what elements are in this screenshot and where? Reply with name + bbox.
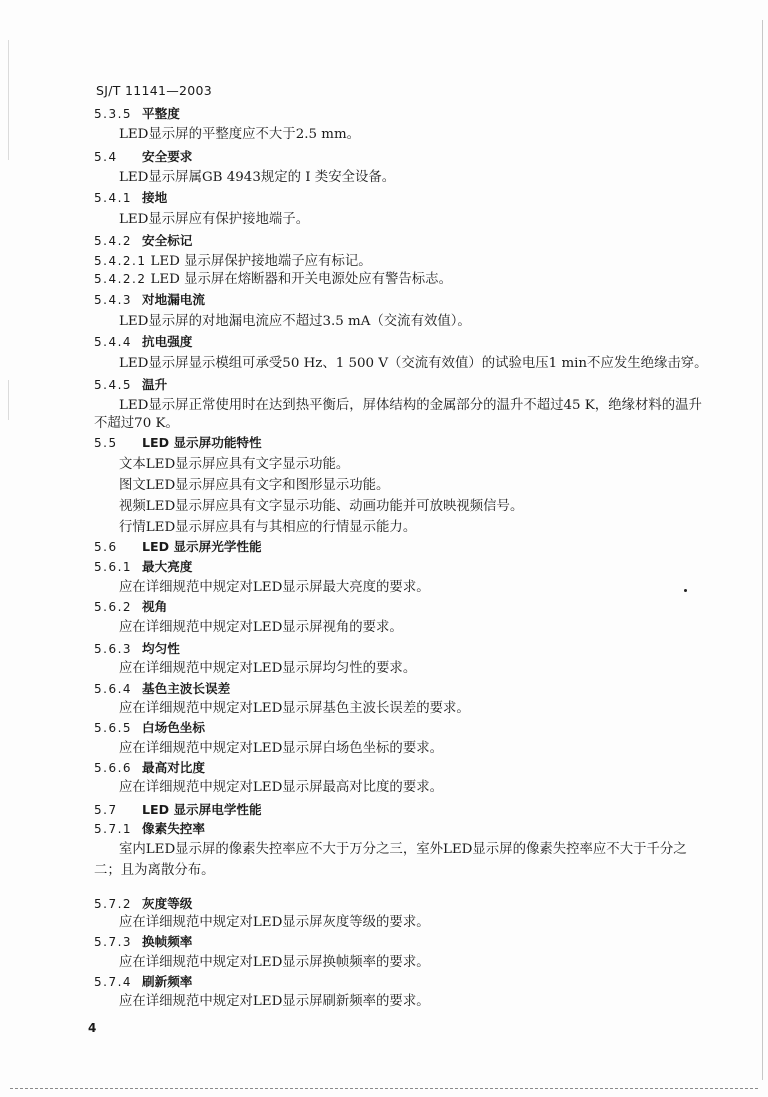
section-title: 灰度等级 <box>142 896 193 911</box>
paragraph-text: 应在详细规范中规定对LED显示屏基色主波长误差的要求。 <box>119 701 470 716</box>
section-heading <box>94 291 205 310</box>
section-number: 5.7.1 <box>94 822 133 836</box>
section-title: 安全标记 <box>142 233 193 248</box>
section-title: 视角 <box>142 599 168 614</box>
paragraph-text: 应在详细规范中规定对LED显示屏灰度等级的要求。 <box>119 915 430 930</box>
section-heading <box>94 801 262 820</box>
section-heading <box>94 189 167 208</box>
section-heading <box>94 820 205 839</box>
section-title: LED 显示屏功能特性 <box>142 435 262 450</box>
section-heading <box>94 558 192 577</box>
paragraph-text: LED显示屏正常使用时在达到热平衡后，屏体结构的金属部分的温升不超过45 K，绝缘材料的温升 <box>119 398 702 413</box>
paragraph-text: 室内LED显示屏的像素失控率应不大于万分之三，室外LED显示屏的像素失控率应不大于千分之 <box>119 842 687 857</box>
section-number: 5.7.2 <box>94 897 133 911</box>
section-heading <box>94 434 262 453</box>
section-number: 5.6.5 <box>94 721 133 735</box>
paragraph-text: LED显示屏显示模组可承受50 Hz、1 500 V（交流有效值）的试验电压1 min不应发生绝缘击穿。 <box>119 356 708 371</box>
section-title: 安全要求 <box>142 149 193 164</box>
paragraph-continuation: 二；且为离散分布。 <box>94 863 215 878</box>
section-title: 接地 <box>142 190 168 205</box>
paragraph-text: 视频LED显示屏应具有文字显示功能、动画功能并可放映视频信号。 <box>119 499 524 514</box>
clause-text: LED 显示屏保护接地端子应有标记。 <box>150 254 372 269</box>
section-heading <box>94 895 192 914</box>
paragraph-text: 应在详细规范中规定对LED显示屏视角的要求。 <box>119 620 403 635</box>
paragraph-text: LED显示屏属GB 4943规定的 I 类安全设备。 <box>119 170 396 185</box>
section-number: 5.4.5 <box>94 378 133 392</box>
paragraph-text: LED显示屏的平整度应不大于2.5 mm。 <box>119 127 361 142</box>
section-number: 5.6.6 <box>94 761 133 775</box>
scan-edge-right <box>762 20 763 1080</box>
paragraph-text: 文本LED显示屏应具有文字显示功能。 <box>119 457 350 472</box>
section-heading <box>94 376 167 395</box>
clause-line <box>94 252 372 271</box>
paragraph-text: 图文LED显示屏应具有文字和图形显示功能。 <box>119 478 390 493</box>
section-heading <box>94 680 230 699</box>
section-title: 最高对比度 <box>142 760 205 775</box>
section-heading <box>94 973 192 992</box>
section-number: 5.3.5 <box>94 107 133 121</box>
section-title: 温升 <box>142 377 168 392</box>
clause-line <box>94 270 452 289</box>
section-number: 5.4.3 <box>94 293 133 307</box>
paragraph-text: LED显示屏的对地漏电流应不超过3.5 mA（交流有效值）。 <box>119 314 471 329</box>
section-title: 均匀性 <box>142 641 180 656</box>
section-title: 对地漏电流 <box>142 292 205 307</box>
scan-edge-left <box>8 380 9 420</box>
section-title: LED 显示屏电学性能 <box>142 802 262 817</box>
section-number: 5.7 <box>94 803 118 817</box>
section-heading <box>94 598 167 617</box>
section-title: 抗电强度 <box>142 334 193 349</box>
section-heading <box>94 933 192 952</box>
section-number: 5.4.1 <box>94 191 133 205</box>
paragraph-text: LED显示屏应有保护接地端子。 <box>119 212 310 227</box>
paragraph-text: 应在详细规范中规定对LED显示屏换帧频率的要求。 <box>119 955 430 970</box>
section-heading <box>94 719 205 738</box>
section-heading <box>94 105 180 124</box>
clause-text: LED 显示屏在熔断器和开关电源处应有警告标志。 <box>150 272 452 287</box>
section-heading <box>94 148 192 167</box>
section-number: 5.6.4 <box>94 682 133 696</box>
section-title: LED 显示屏光学性能 <box>142 539 262 554</box>
paragraph-text: 应在详细规范中规定对LED显示屏最大亮度的要求。 <box>119 580 430 595</box>
document-header: SJ/T 11141—2003 <box>96 83 213 98</box>
section-heading <box>94 538 262 557</box>
section-title: 最大亮度 <box>142 559 193 574</box>
section-number: 5.6.3 <box>94 642 133 656</box>
paragraph-text: 应在详细规范中规定对LED显示屏白场色坐标的要求。 <box>119 741 443 756</box>
section-number: 5.7.3 <box>94 935 133 949</box>
section-title: 刷新频率 <box>142 974 193 989</box>
section-number: 5.6.2 <box>94 600 133 614</box>
section-heading <box>94 640 180 659</box>
section-heading <box>94 759 205 778</box>
clause-number: 5.4.2.2 <box>94 272 147 286</box>
section-heading <box>94 232 192 251</box>
paragraph-text: 应在详细规范中规定对LED显示屏最高对比度的要求。 <box>119 780 443 795</box>
scan-edge-bottom <box>10 1088 758 1089</box>
paragraph-text: 应在详细规范中规定对LED显示屏刷新频率的要求。 <box>119 994 430 1009</box>
scan-edge-left <box>8 40 9 160</box>
paragraph-text: 行情LED显示屏应具有与其相应的行情显示能力。 <box>119 520 417 535</box>
scan-speck <box>684 589 687 592</box>
section-number: 5.7.4 <box>94 975 133 989</box>
section-number: 5.6 <box>94 540 118 554</box>
page-number: 4 <box>88 1021 97 1035</box>
section-number: 5.4.2 <box>94 234 133 248</box>
paragraph-text: 应在详细规范中规定对LED显示屏均匀性的要求。 <box>119 661 417 676</box>
section-title: 白场色坐标 <box>142 720 205 735</box>
section-heading <box>94 333 192 352</box>
section-number: 5.5 <box>94 436 118 450</box>
clause-number: 5.4.2.1 <box>94 254 147 268</box>
section-title: 换帧频率 <box>142 934 193 949</box>
section-title: 平整度 <box>142 106 180 121</box>
section-number: 5.4 <box>94 150 118 164</box>
section-number: 5.4.4 <box>94 335 133 349</box>
section-title: 像素失控率 <box>142 821 205 836</box>
paragraph-continuation: 不超过70 K。 <box>94 416 179 431</box>
section-title: 基色主波长误差 <box>142 681 231 696</box>
section-number: 5.6.1 <box>94 560 133 574</box>
